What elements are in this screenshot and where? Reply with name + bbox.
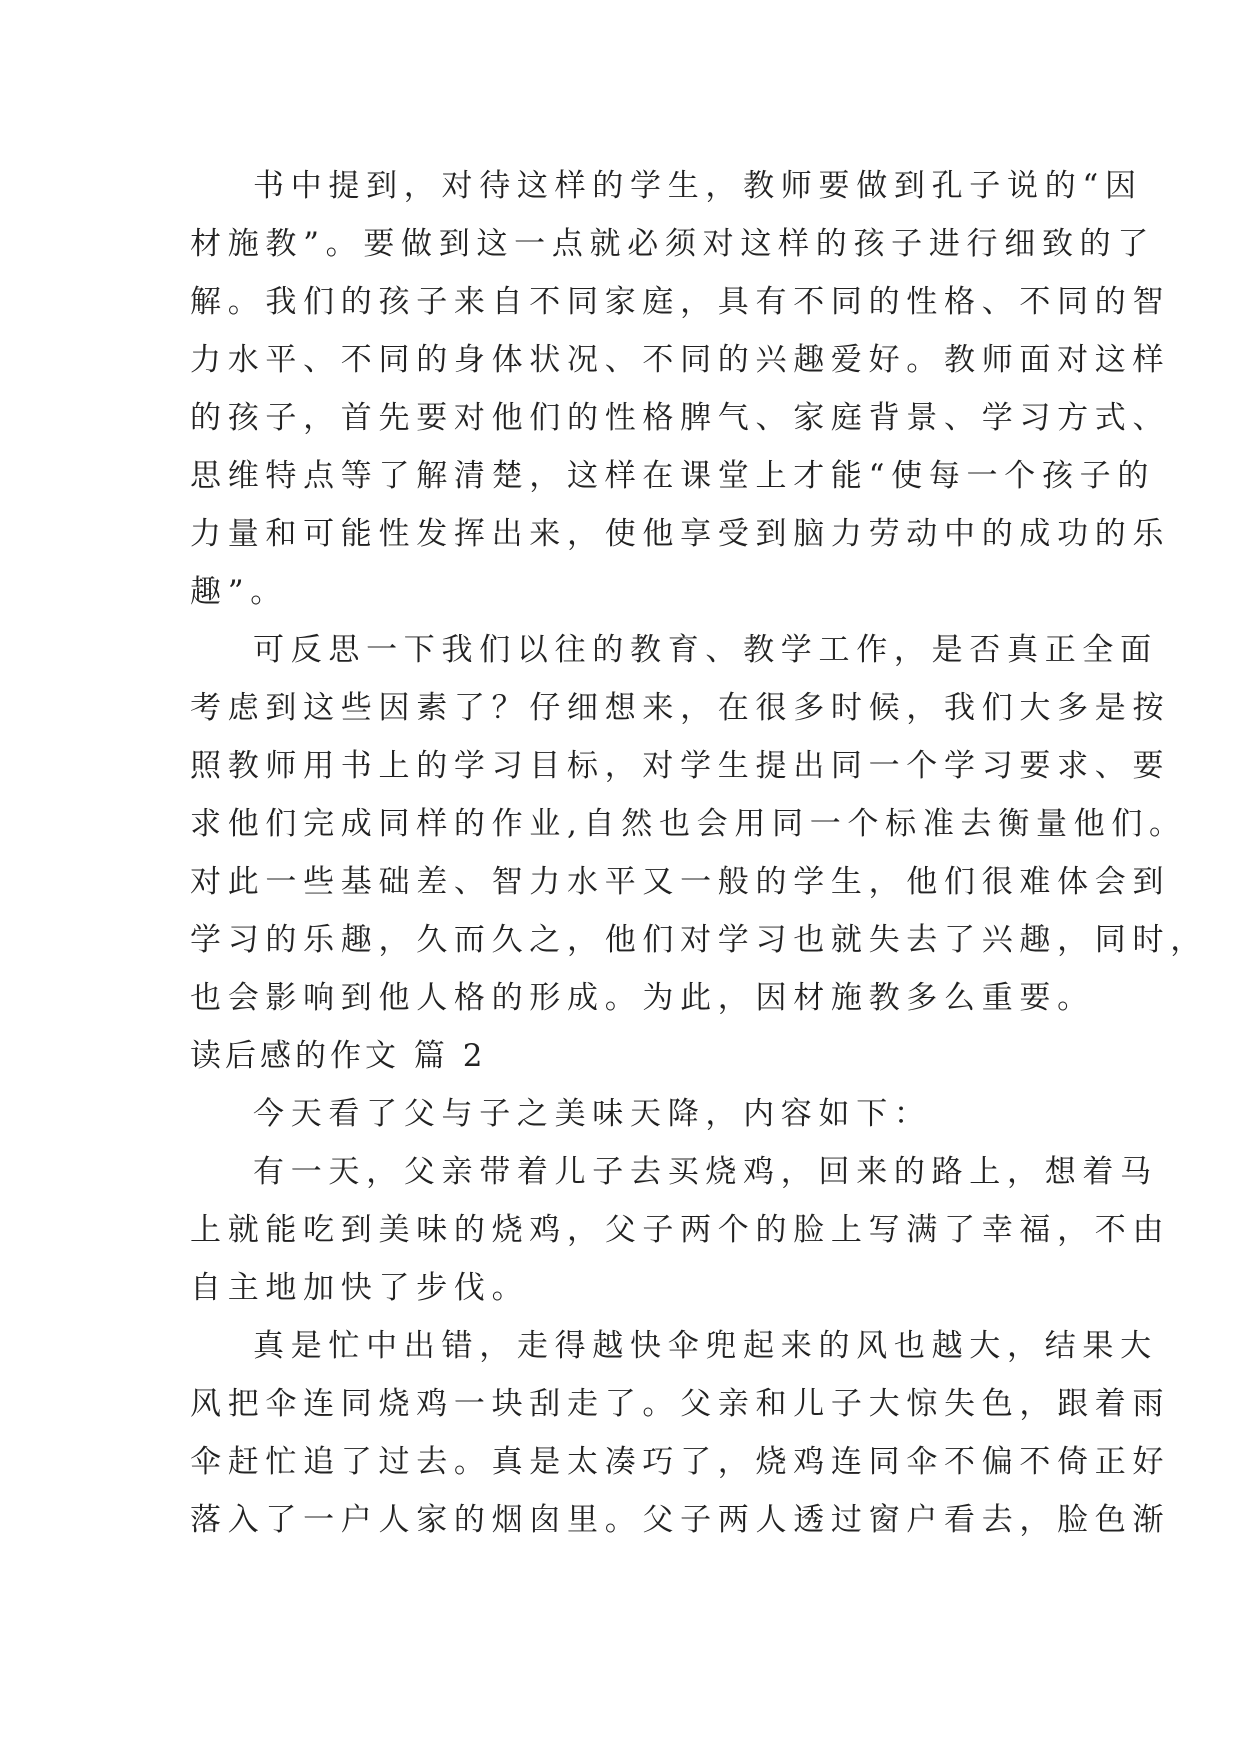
paragraph-2-line-5: 对此一些基础差、智力水平又一般的学生，他们很难体会到 xyxy=(190,864,1171,900)
paragraph-4-line-2: 上就能吃到美味的烧鸡，父子两个的脸上写满了幸福，不由 xyxy=(190,1212,1171,1248)
section-heading: 读后感的作文 篇 2 xyxy=(190,1038,487,1074)
paragraph-5-line-4: 落入了一户人家的烟囱里。父子两人透过窗户看去，脸色渐 xyxy=(190,1502,1171,1538)
paragraph-1-line-2: 材施教”。要做到这一点就必须对这样的孩子进行细致的了 xyxy=(190,226,1156,262)
paragraph-1-line-7: 力量和可能性发挥出来，使他享受到脑力劳动中的成功的乐 xyxy=(190,516,1171,552)
paragraph-1-line-6: 思维特点等了解清楚，这样在课堂上才能“使每一个孩子的 xyxy=(190,458,1156,494)
paragraph-5-line-2: 风把伞连同烧鸡一块刮走了。父亲和儿子大惊失色，跟着雨 xyxy=(190,1386,1171,1422)
paragraph-5-line-3: 伞赶忙追了过去。真是太凑巧了，烧鸡连同伞不偏不倚正好 xyxy=(190,1444,1171,1480)
paragraph-2-line-6: 学习的乐趣，久而久之，他们对学习也就失去了兴趣，同时， xyxy=(190,922,1208,958)
paragraph-2-line-2: 考虑到这些因素了？仔细想来，在很多时候，我们大多是按 xyxy=(190,690,1171,726)
paragraph-2-line-1: 可反思一下我们以往的教育、教学工作，是否真正全面 xyxy=(253,632,1158,668)
paragraph-1-line-3: 解。我们的孩子来自不同家庭，具有不同的性格、不同的智 xyxy=(190,284,1171,320)
paragraph-1-line-1: 书中提到，对待这样的学生，教师要做到孔子说的“因 xyxy=(253,168,1143,204)
paragraph-1-line-5: 的孩子，首先要对他们的性格脾气、家庭背景、学习方式、 xyxy=(190,400,1171,436)
paragraph-4-line-3: 自主地加快了步伐。 xyxy=(190,1270,530,1306)
paragraph-3-line-1: 今天看了父与子之美味天降，内容如下： xyxy=(253,1096,932,1132)
paragraph-4-line-1: 有一天，父亲带着儿子去买烧鸡，回来的路上，想着马 xyxy=(253,1154,1158,1190)
paragraph-2-line-4: 求他们完成同样的作业,自然也会用同一个标准去衡量他们。 xyxy=(190,806,1187,842)
paragraph-2-line-3: 照教师用书上的学习目标，对学生提出同一个学习要求、要 xyxy=(190,748,1171,784)
paragraph-2-line-7: 也会影响到他人格的形成。为此，因材施教多么重要。 xyxy=(190,980,1095,1016)
paragraph-5-line-1: 真是忙中出错，走得越快伞兜起来的风也越大，结果大 xyxy=(253,1328,1158,1364)
paragraph-1-line-4: 力水平、不同的身体状况、不同的兴趣爱好。教师面对这样 xyxy=(190,342,1171,378)
paragraph-1-line-8: 趣”。 xyxy=(190,574,288,610)
